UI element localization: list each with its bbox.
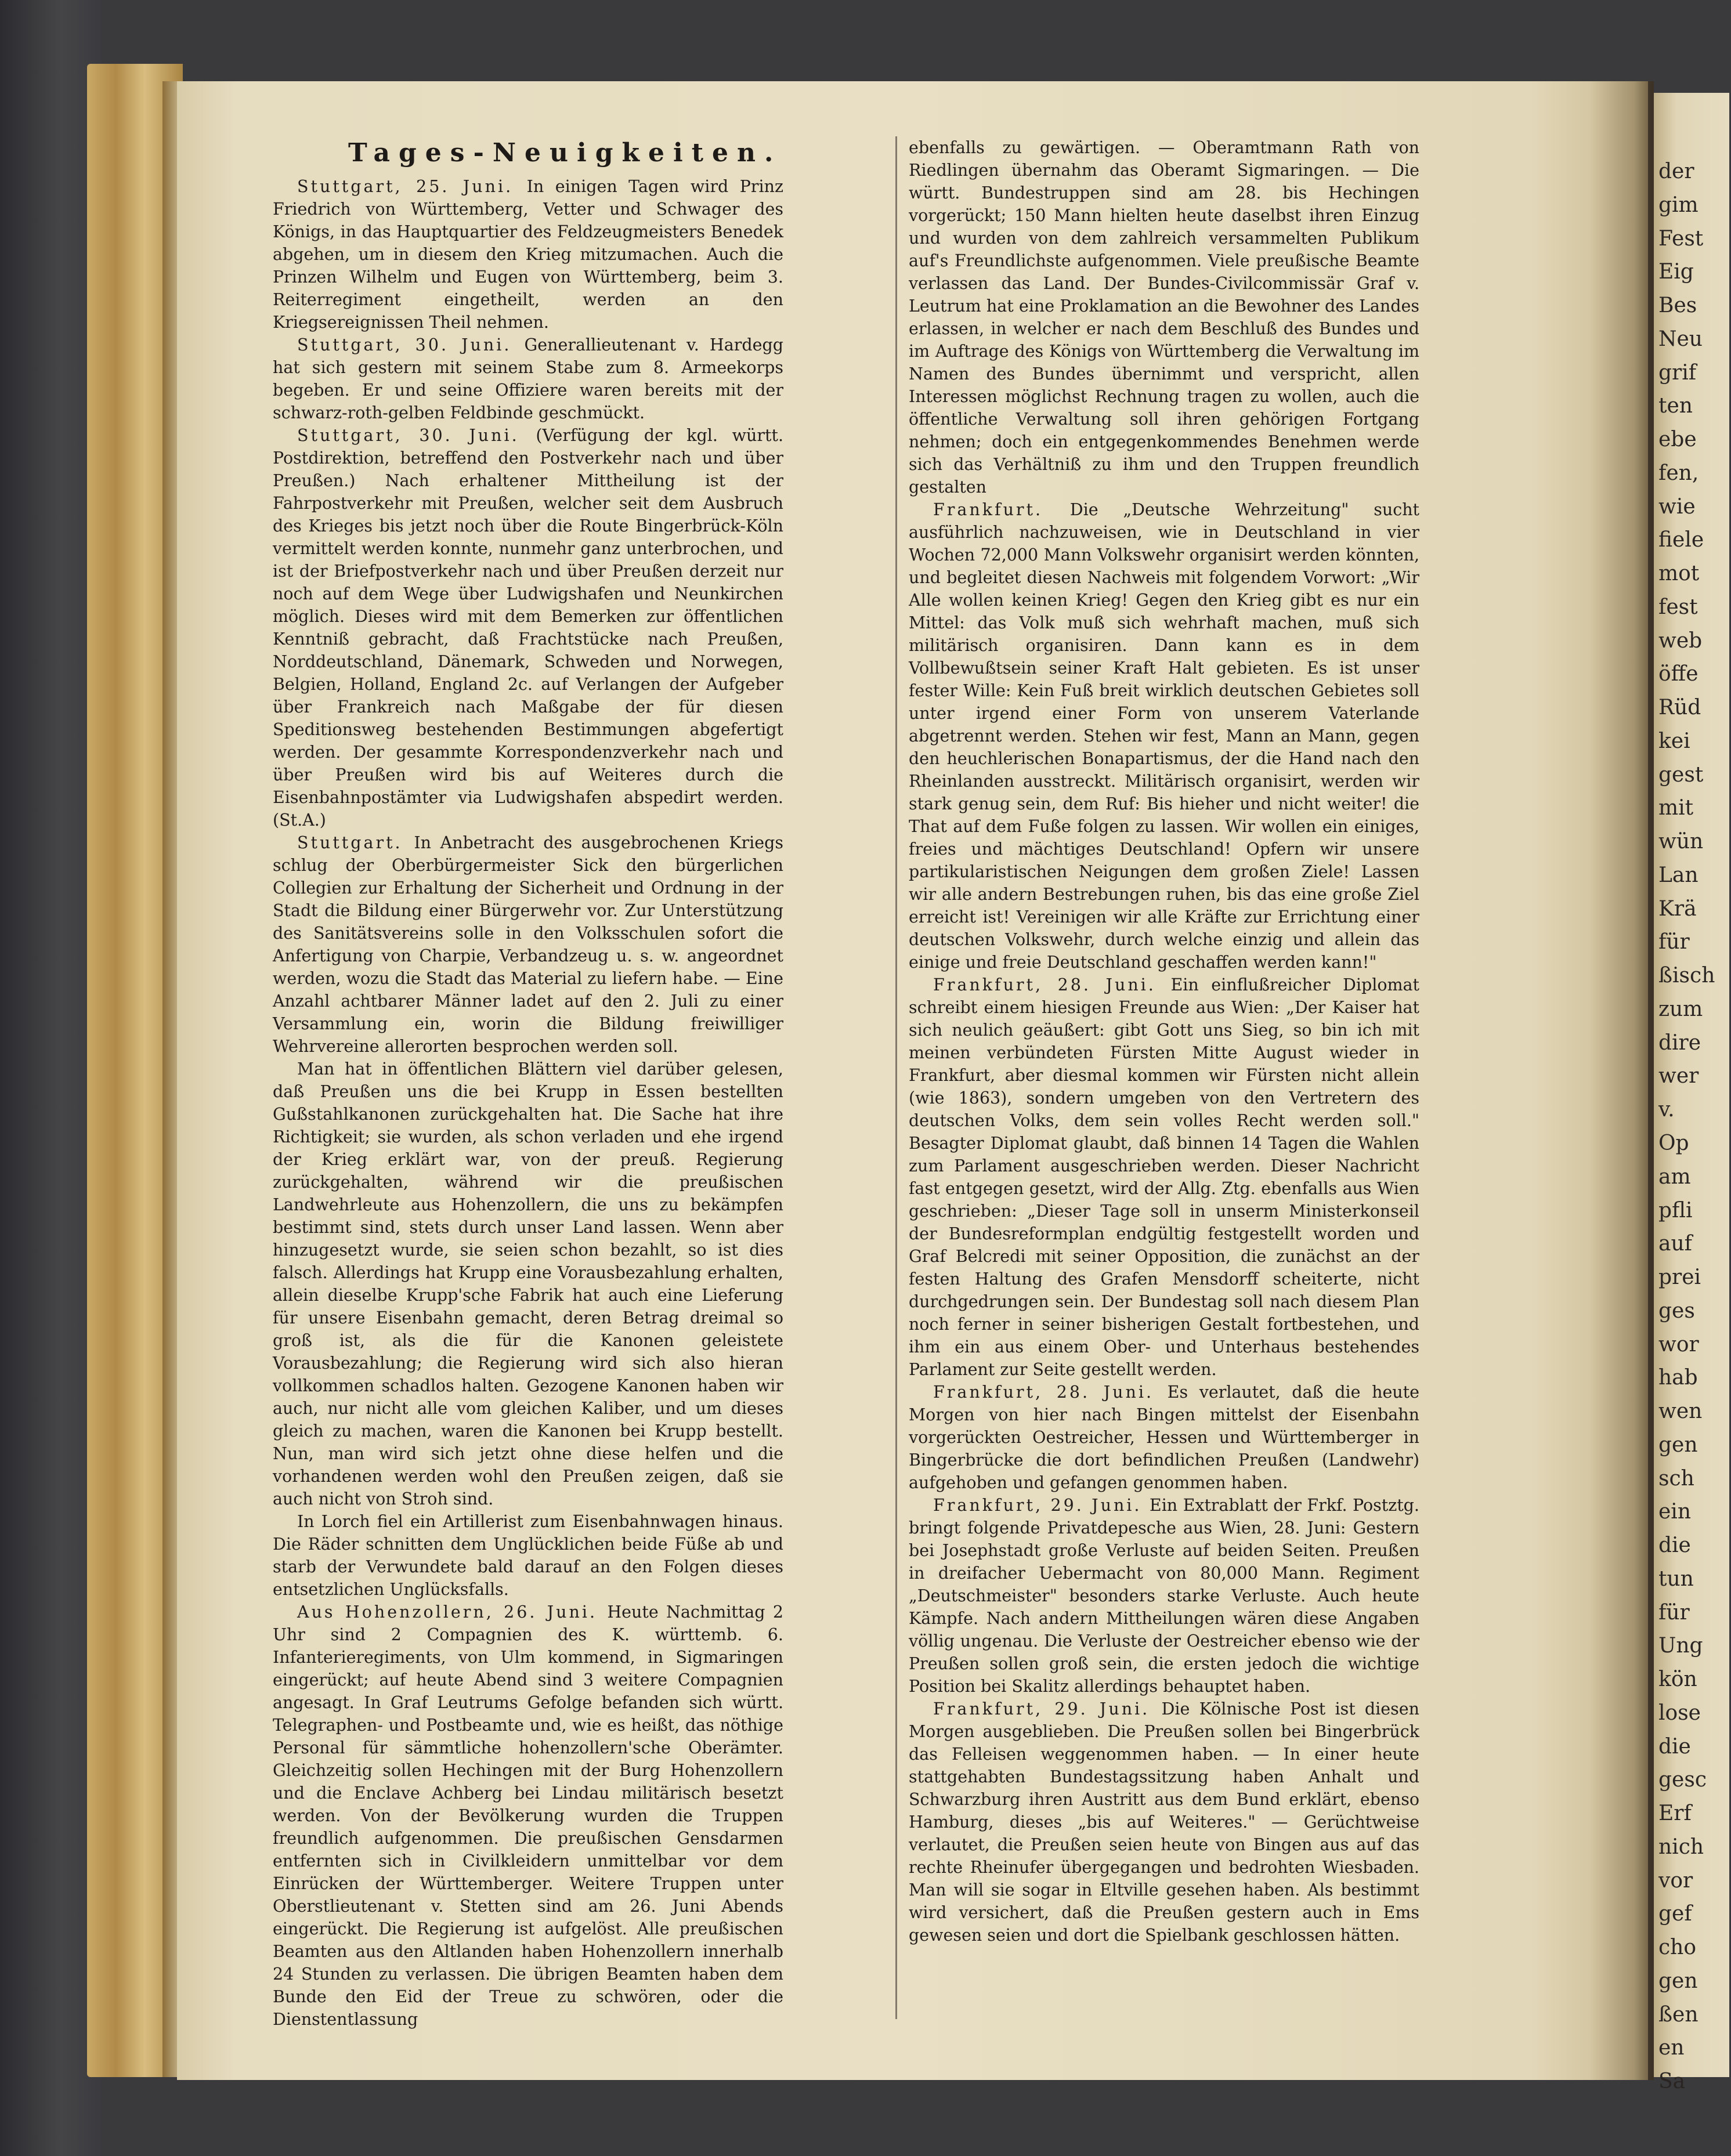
facing-page-fragment: Eig <box>1658 260 1694 284</box>
article-paragraph <box>909 1698 1419 1947</box>
facing-page-fragment: prei <box>1658 1265 1701 1289</box>
facing-page-fragment: cho <box>1658 1936 1697 1959</box>
facing-page <box>1654 93 1729 2093</box>
article-paragraph <box>273 175 783 334</box>
facing-page-fragment: die <box>1658 1533 1691 1557</box>
facing-page-fragment: ten <box>1658 394 1693 418</box>
facing-page-fragment: gest <box>1658 763 1704 787</box>
page-title: Tages-Neuigkeiten. <box>348 138 782 168</box>
article-text: Ein einflußreicher Diplomat schreibt einem hiesigen Freunde aus Wien: „Der Kaiser hat sich neulich geäußert: gibt Gott uns Sieg, so bin ich mit meinen verbündeten Fürsten Mitte August wieder in Frankfurt, aber diesmal kommen wir Fürsten nicht allein (wie 1863), sondern umgeben von den Vertretern des deutschen Volks, dem sein volles Recht werden soll." Besagter Diplomat glaubt, daß binnen 14 Tagen die Wahlen zum Parlament ausgeschrieben werden. Dieser Nachricht fast entgegen gesetzt, wird der Allg. Ztg. ebenfalls aus Wien geschrieben: „Dieser Tage soll in unserm Ministerkonseil der Bundesreformplan endgültig festgestellt worden und Graf Belcredi mit seiner Opposition, die zunächst an der festen Haltung des Grafen Mensdorff scheiterte, nicht durchgedrungen sein. Der Bundestag soll nach diesem Plan noch ferner in seiner bisherigen Gestalt fortbestehen, und ihm ein aus einem Ober- und Unterhaus bestehendes Parlament zur Seite gestellt werden. <box>909 975 1419 1379</box>
facing-page-fragment: wün <box>1658 830 1704 853</box>
right-column <box>909 136 1419 1947</box>
dateline: Frankfurt, 28. Juni. <box>933 1383 1168 1402</box>
facing-page-fragment: Rüd <box>1658 696 1701 719</box>
facing-page-fragment: mot <box>1658 562 1700 585</box>
article-paragraph <box>909 136 1419 498</box>
article-paragraph <box>273 334 783 424</box>
facing-page-fragment: kei <box>1658 729 1690 753</box>
facing-page-fragment: Sa <box>1658 2070 1686 2093</box>
facing-page-fragment: pfli <box>1658 1199 1693 1222</box>
article-paragraph <box>273 1601 783 2031</box>
article-text: In Lorch fiel ein Artillerist zum Eisenbahnwagen hinaus. Die Räder schnitten dem Unglücklichen beide Füße ab und starb der Verwundete bald darauf an den Folgen dieses entsetzlichen Unglücksfalls. <box>273 1512 783 1599</box>
facing-page-fragment: vor <box>1658 1869 1693 1893</box>
article-paragraph <box>273 1510 783 1601</box>
facing-page-fragment: der <box>1658 160 1694 183</box>
facing-page-fragment: Fest <box>1658 227 1704 251</box>
facing-page-fragment: en <box>1658 2036 1685 2060</box>
dateline: Frankfurt, 29. Juni. <box>933 1496 1150 1515</box>
left-column <box>273 175 783 2031</box>
facing-page-fragment: wie <box>1658 495 1696 519</box>
article-paragraph <box>909 1494 1419 1698</box>
facing-page-fragment: kön <box>1658 1667 1697 1691</box>
article-text: Die Kölnische Post ist diesen Morgen ausgeblieben. Die Preußen sollen bei Bingerbrück das Felleisen weggenommen haben. — In einer heute stattgehabten Bundestagssitzung haben Anhalt und Schwarzburg ihren Austritt aus dem Bund erklärt, ebenso Hamburg, dieses „bis auf Weiteres." — Gerüchtweise verlautet, die Preußen seien heute von Bingen aus auf das rechte Rheinufer übergegangen und bedrohten Wiesbaden. Man will sie sogar in Eltville gesehen haben. Als bestimmt wird versichert, daß die Preußen gestern auch in Ems gewesen seien und dort die Spielbank geschlossen hätten. <box>909 1699 1420 1945</box>
facing-page-fragment: ein <box>1658 1500 1692 1524</box>
facing-page-fragment: sch <box>1658 1467 1694 1491</box>
facing-page-fragment: fen, <box>1658 461 1699 485</box>
dateline: Frankfurt, 29. Juni. <box>933 1699 1162 1719</box>
facing-page-fragment: wen <box>1658 1399 1703 1423</box>
facing-page-fragment: für <box>1658 1601 1690 1625</box>
article-paragraph <box>273 831 783 1058</box>
facing-page-fragment: am <box>1658 1165 1691 1189</box>
facing-page-fragment: lose <box>1658 1701 1701 1725</box>
dateline: Frankfurt. <box>933 500 1070 519</box>
article-text: Heute Nachmittag 2 Uhr sind 2 Compagnien des K. württemb. 6. Infanterieregiments, von Ulm kommend, in Sigmaringen eingerückt; auf heute Abend sind 3 weitere Compagnien angesagt. In Graf Leutrums Gefolge befanden sich württ. Telegraphen- und Postbeamte und, wie es heißt, das nöthige Personal für sämmtliche hohenzollern'sche Oberämter. Gleichzeitig sollen Hechingen mit der Burg Hohenzollern und die Enclave Achberg bei Lindau militärisch besetzt werden. Von der Bevölkerung wurden die Truppen freundlich aufgenommen. Die preußischen Gensdarmen entfernten sich in Civilkleidern unmittelbar vor dem Einrücken der Württemberger. Weitere Truppen unter Oberstlieutenant v. Stetten sind am 26. Juni Abends eingerückt. Die Regierung ist aufgelöst. Alle preußischen Beamten aus den Altlanden haben Hohenzollern innerhalb 24 Stunden zu verlassen. Die übrigen Beamten haben dem Bunde den Eid der Treue zu schwören, oder die Dienstentlassung <box>273 1602 783 2029</box>
facing-page-fragment: Ung <box>1658 1634 1703 1658</box>
facing-page-fragment: zum <box>1658 997 1703 1021</box>
facing-page-fragment: tun <box>1658 1567 1694 1591</box>
dateline: Frankfurt, 28. Juni. <box>933 975 1171 994</box>
facing-page-fragment: Op <box>1658 1131 1689 1155</box>
article-paragraph <box>909 1381 1419 1494</box>
article-text: In Anbetracht des ausgebrochenen Kriegs schlug der Oberbürgermeister Sick den bürgerlichen Collegien zur Erhaltung der Sicherheit und Ordnung in der Stadt die Bildung einer Bürgerwehr vor. Zur Unterstützung des Sanitätsvereins solle in den Volksschulen sofort die Anfertigung von Charpie, Verbandzeug u. s. w. angeordnet werden, wozu die Stadt das Material zu liefern habe. — Eine Anzahl achtbarer Männer ladet auf den 2. Juli zu einer Versammlung ein, worin die Bildung freiwilliger Wehrvereine allerorten besprochen werden soll. <box>273 833 783 1056</box>
facing-page-fragment: Lan <box>1658 863 1699 887</box>
article-paragraph <box>273 424 783 831</box>
article-text: Die „Deutsche Wehrzeitung" sucht ausführlich nachzuweisen, wie in Deutschland in vier Wochen 72,000 Mann Volkswehr organisirt werden könnten, und begleitet diesen Nachweis mit folgendem Vorwort: „Wir Alle wollen keinen Krieg! Gegen den Krieg gibt es nur ein Mittel: das Volk muß sich wehrhaft machen, muß sich militärisch organisiren. Dann kann es in dem Vollbewußtsein seiner Kraft Halt gebieten. Es ist unser fester Wille: Kein Fuß breit wirklich deutschen Gebietes soll unter irgend einer Form von unserem Vaterlande abgetrennt werden. Stehen wir fest, Mann an Mann, gegen den heuchlerischen Bonapartismus, der die Hand nach den Rheinlanden ausstreckt. Militärisch organisirt, werden wir stark genug sein, dem Ruf: Bis hieher und nicht weiter! die That auf dem Fuße folgen zu lassen. Wir wollen ein einiges, freies und mächtiges Deutschland! Opfern wir unsere partikularistischen Neigungen dem großen Ziele! Lassen wir alle andern Bestrebungen ruhen, bis das eine große Ziel erreicht ist! Vereinigen wir alle Kräfte zur Errichtung einer deutschen Volkswehr, durch welche einzig und allein das einige und freie Deutschland geschaffen werden kann!" <box>909 500 1419 972</box>
article-paragraph <box>273 1058 783 1510</box>
facing-page-fragment: gim <box>1658 193 1699 217</box>
facing-page-fragment: hab <box>1658 1366 1698 1390</box>
facing-page-fragment: fest <box>1658 595 1698 619</box>
facing-page-fragment: mit <box>1658 796 1694 820</box>
dateline: Stuttgart, 30. Juni. <box>297 426 536 445</box>
facing-page-fragment: dire <box>1658 1031 1701 1055</box>
article-text: (Verfügung der kgl. württ. Postdirektion, betreffend den Postverkehr nach und über Preußen.) Nach erhaltener Mittheilung ist der Fahrpostverkehr mit Preußen, welcher seit dem Ausbruch des Krieges bis jetzt noch über die Route Bingerbrück-Köln vermittelt werden konnte, nunmehr ganz unterbrochen, und ist der Briefpostverkehr nach und über Preußen derzeit nur noch auf dem Wege über Ludwigshafen und Neunkirchen möglich. Dieses wird mit dem Bemerken zur öffentlichen Kenntniß gebracht, daß Frachtstücke nach Preußen, Norddeutschland, Dänemark, Schweden und Norwegen, Belgien, Holland, England 2c. auf Verlangen der Aufgeber über Frankreich nach Maßgabe der für diesen Speditionsweg bestehenden Bestimmungen abgefertigt werden. Der gesammte Korrespondenzverkehr nach und über Preußen wird bis auf Weiteres durch die Eisenbahnpostämter via Ludwigshafen abspedirt werden. (St.A.) <box>273 426 783 830</box>
facing-page-fragment: grif <box>1658 361 1697 385</box>
facing-page-fragment: fiele <box>1658 528 1704 552</box>
article-text: Man hat in öffentlichen Blättern viel darüber gelesen, daß Preußen uns die bei Krupp in Essen bestellten Gußstahlkanonen zurückgehalten hat. Die Sache hat ihre Richtigkeit; sie wurden, als schon verladen und ehe irgend der Krieg erklärt war, von der preuß. Regierung zurückgehalten, während wir die preußischen Landwehrleute aus Hohenzollern, die uns zu bekämpfen bestimmt sind, stets durch unser Land lassen. Wenn aber hinzugesetzt wurde, sie seien schon bezahlt, so ist dies falsch. Allerdings hat Krupp eine Vorausbezahlung erhalten, allein dieselbe Krupp'sche Fabrik hat auch eine Lieferung für unsere Eisenbahn gemacht, deren Betrag dreimal so groß ist, als die für die Kanonen geleistete Vorausbezahlung; die Regierung wird sich also hieran vollkommen schadlos halten. Gezogene Kanonen haben wir auch, nur nicht alle vom gleichen Kaliber, und um dieses gleich zu machen, waren die Kanonen bei Krupp bestellt. Nun, man wird sich jetzt ohne diese helfen und die vorhandenen werden wohl den Preußen zeigen, daß sie auch nicht von Stroh sind. <box>273 1059 783 1509</box>
dateline: Stuttgart, 25. Juni. <box>297 177 527 196</box>
facing-page-fragment: Bes <box>1658 294 1697 317</box>
facing-page-fragment: nich <box>1658 1835 1704 1859</box>
gutter-shadow <box>1590 81 1654 2080</box>
facing-page-fragment: die <box>1658 1735 1691 1759</box>
book-spine <box>0 0 102 2156</box>
facing-page-fragment: wer <box>1658 1064 1699 1088</box>
article-text: ebenfalls zu gewärtigen. — Oberamtmann Rath von Riedlingen übernahm das Oberamt Sigmaringen. — Die württ. Bundestruppen sind am 28. bis Hechingen vorgerückt; 150 Mann hielten heute daselbst ihren Einzug und wurden von dem zahlreich versammelten Publikum auf's Freundlichste aufgenommen. Viele preußische Beamte verlassen das Land. Der Bundes-Civilcommissär Graf v. Leutrum hat eine Proklamation an die Bewohner des Landes erlassen, in welcher er nach dem Beschluß des Bundes und im Auftrage des Königs von Württemberg die Verwaltung im Namen des Bundes übernimmt und verspricht, allen Interessen möglichst Rechnung tragen zu wollen, auch die öffentliche Verwaltung soll ihren gehörigen Fortgang nehmen; doch ein entgegenkommendes Benehmen werde sich das Verhältniß zu ihm und den Truppen freundlich gestalten <box>909 138 1419 497</box>
facing-page-fragment: öffe <box>1658 662 1699 686</box>
facing-page-fragment: Krä <box>1658 897 1697 921</box>
dateline: Stuttgart, 30. Juni. <box>297 335 525 354</box>
facing-page-fragment: v. <box>1658 1098 1675 1122</box>
article-paragraph <box>909 974 1419 1381</box>
facing-page-fragment: Erf <box>1658 1802 1692 1825</box>
facing-page-fragment: gef <box>1658 1902 1692 1926</box>
facing-page-fragment: gen <box>1658 1433 1698 1457</box>
facing-page-fragment: gesc <box>1658 1768 1707 1792</box>
column-divider <box>895 136 897 2019</box>
article-text: In einigen Tagen wird Prinz Friedrich von Württemberg, Vetter und Schwager des Königs, in das Hauptquartier des Feldzeugmeisters Benedek abgehen, um in diesem den Krieg mitzumachen. Auch die Prinzen Wilhelm und Eugen von Württemberg, beim 3. Reiterregiment eingetheilt, werden an den Kriegsereignissen Theil nehmen. <box>273 177 784 332</box>
facing-page-fragment: für <box>1658 930 1690 954</box>
article-text: Es verlautet, daß die heute Morgen von hier nach Bingen mittelst der Eisenbahn vorgerückten Oestreicher, Hessen und Württemberger in Bingerbrücke die dort befindlichen Preußen (Landwehr) aufgehoben und gefangen genommen haben. <box>909 1383 1419 1492</box>
facing-page-fragment: wor <box>1658 1333 1699 1356</box>
facing-page-fragment: ges <box>1658 1299 1695 1323</box>
facing-page-fragment: Neu <box>1658 327 1703 351</box>
facing-page-fragment: gen <box>1658 1969 1698 1993</box>
facing-page-fragment: web <box>1658 629 1703 653</box>
facing-page-fragment: ebe <box>1658 428 1697 451</box>
article-text: Generallieutenant v. Hardegg hat sich gestern mit seinem Stabe zum 8. Armeekorps begeben. Er und seine Offiziere waren bereits mit der schwarz-roth-gelben Feldbinde geschmückt. <box>273 335 783 422</box>
facing-page-fragment: ßisch <box>1658 964 1715 987</box>
dateline: Stuttgart. <box>297 833 414 852</box>
article-paragraph <box>909 498 1419 974</box>
article-text: Ein Extrablatt der Frkf. Postztg. bringt folgende Privatdepesche aus Wien, 28. Juni: Gestern bei Josephstadt große Verluste auf beiden Seiten. Preußen in dreifacher Uebermacht von 80,000 Mann. Regiment „Deutschmeister" besonders starke Verluste. Auch heute Kämpfe. Nach andern Mittheilungen wären diese Angaben völlig ungenau. Die Verluste der Oestreicher ebenso wie der Preußen sollen groß sein, die ersten jedoch die wichtige Position bei Skalitz allerdings behauptet haben. <box>909 1496 1419 1696</box>
dateline: Aus Hohenzollern, 26. Juni. <box>297 1602 608 1622</box>
facing-page-fragment: ßen <box>1658 2003 1699 2027</box>
facing-page-fragment: auf <box>1658 1232 1692 1256</box>
